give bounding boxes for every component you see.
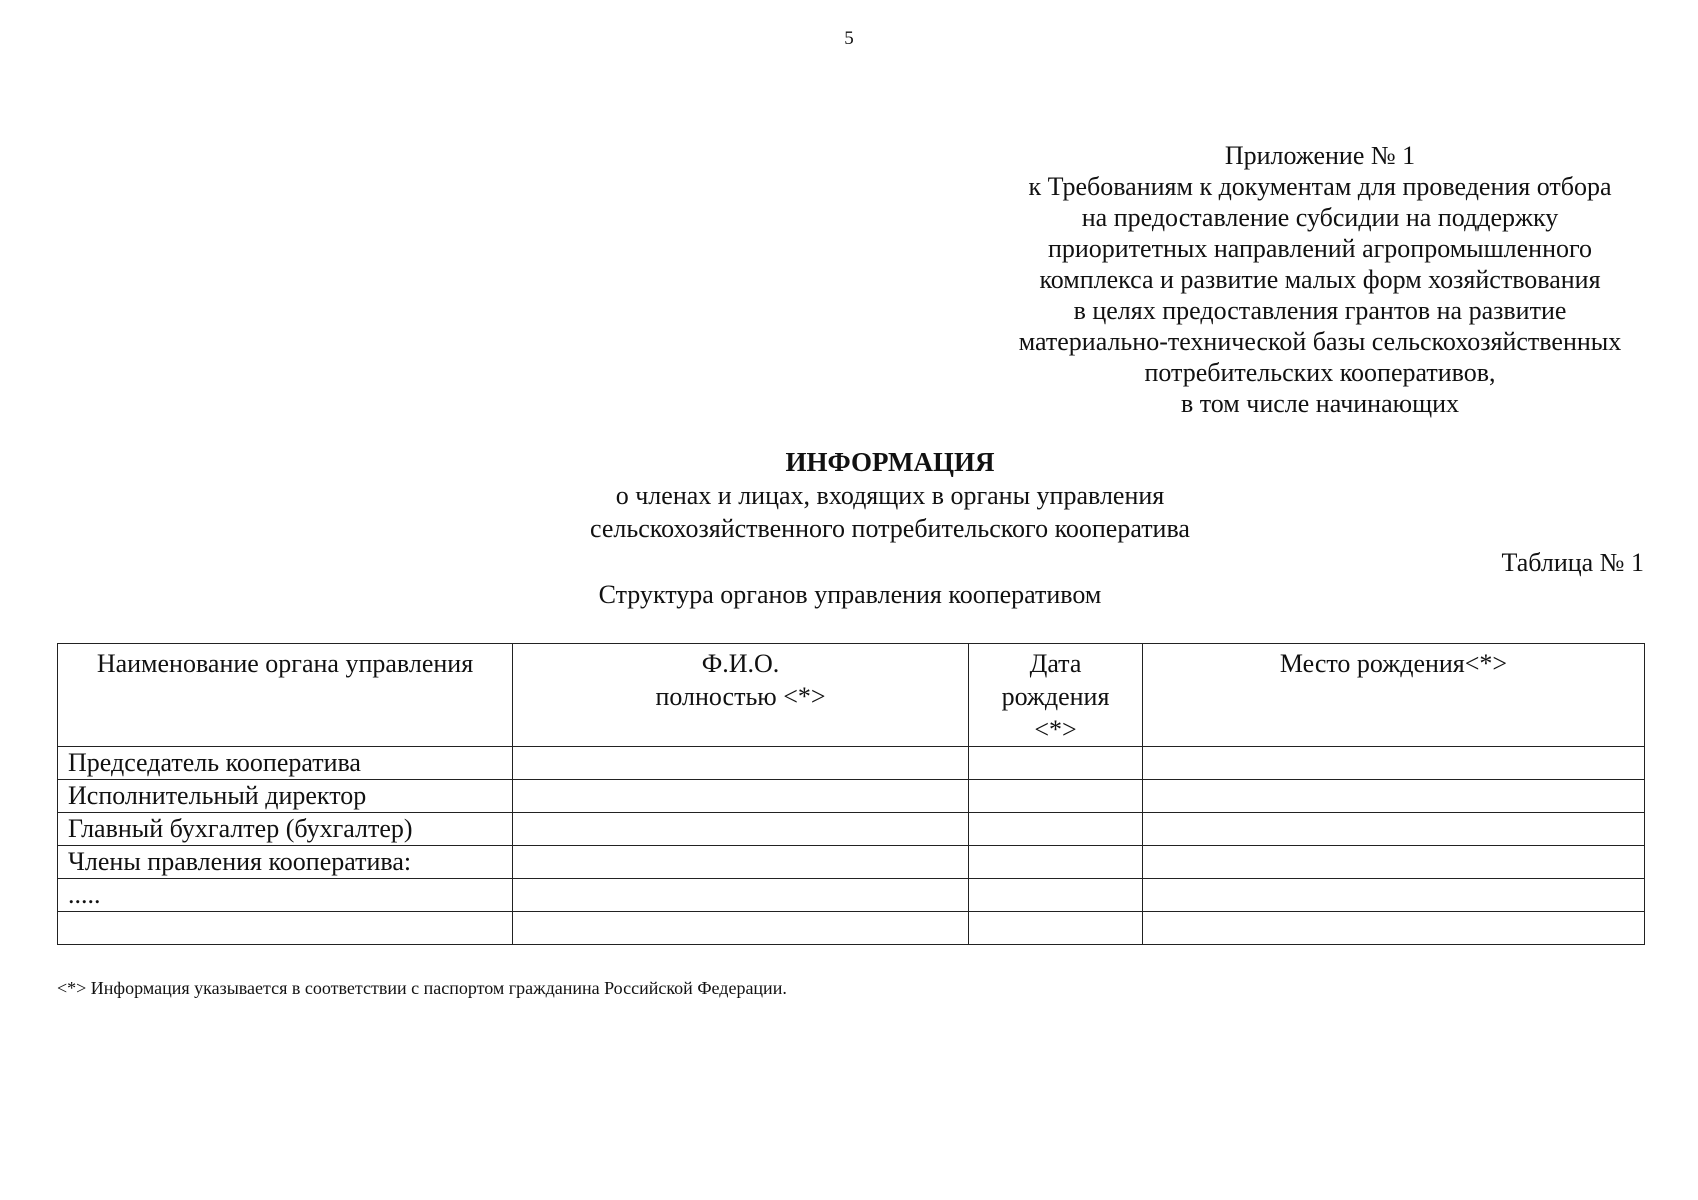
- annex-line: в целях предоставления грантов на развитие: [1073, 296, 1567, 325]
- document-title-block: [540, 446, 1240, 545]
- table-row: [58, 747, 1645, 780]
- cell-birth-date: [969, 912, 1143, 945]
- cell-birth-date: [969, 813, 1143, 846]
- header-birth-place: [1143, 644, 1645, 747]
- header-text: Наименование органа управления: [96, 649, 474, 678]
- table-row: [58, 912, 1645, 945]
- header-text: рождения: [1001, 682, 1110, 711]
- cell-governing-body: .....: [58, 879, 513, 912]
- cell-governing-body: Председатель кооператива: [58, 747, 513, 780]
- cell-birth-place: [1143, 747, 1645, 780]
- footnote: <*> Информация указывается в соответствии с паспортом гражданина Российской Федерации.: [57, 978, 787, 998]
- table-number: Таблица № 1: [1501, 548, 1644, 577]
- header-full-name: [513, 644, 969, 747]
- governance-structure-table: [57, 643, 1645, 945]
- cell-birth-place: [1143, 813, 1645, 846]
- cell-full-name: [513, 813, 969, 846]
- annex-line: к Требованиям к документам для проведения отбора: [1028, 172, 1612, 201]
- annex-line: Приложение № 1: [1224, 141, 1416, 170]
- cell-birth-place: [1143, 912, 1645, 945]
- annex-line: на предоставление субсидии на поддержку: [1081, 203, 1559, 232]
- header-birth-date: [969, 644, 1143, 747]
- cell-governing-body: [58, 912, 513, 945]
- annex-line: потребительских кооперативов,: [1144, 358, 1496, 387]
- cell-birth-date: [969, 879, 1143, 912]
- header-text: Ф.И.О.: [701, 649, 780, 678]
- table-header-row: [58, 644, 1645, 747]
- page-number: 5: [844, 28, 854, 49]
- cell-governing-body: Члены правления кооператива:: [58, 846, 513, 879]
- annex-reference: [980, 140, 1660, 419]
- document-title: ИНФОРМАЦИЯ: [785, 447, 995, 477]
- table-row: [58, 780, 1645, 813]
- cell-birth-date: [969, 780, 1143, 813]
- cell-full-name: [513, 846, 969, 879]
- annex-line: в том числе начинающих: [1180, 389, 1459, 418]
- annex-line: материально-технической базы сельскохозяйственных: [1018, 327, 1622, 356]
- table-row: [58, 813, 1645, 846]
- document-subtitle-line: о членах и лицах, входящих в органы управления: [615, 481, 1165, 510]
- cell-governing-body: Исполнительный директор: [58, 780, 513, 813]
- cell-governing-body: Главный бухгалтер (бухгалтер): [58, 813, 513, 846]
- table-row: [58, 879, 1645, 912]
- header-text: Дата: [1029, 649, 1082, 678]
- cell-birth-place: [1143, 846, 1645, 879]
- cell-birth-place: [1143, 879, 1645, 912]
- annex-line: приоритетных направлений агропромышленного: [1047, 234, 1593, 263]
- annex-line: комплекса и развитие малых форм хозяйствования: [1039, 265, 1601, 294]
- cell-birth-date: [969, 747, 1143, 780]
- cell-full-name: [513, 747, 969, 780]
- header-text: полностью <*>: [655, 682, 826, 711]
- header-governing-body: [58, 644, 513, 747]
- cell-full-name: [513, 879, 969, 912]
- document-subtitle-line: сельскохозяйственного потребительского кооператива: [590, 514, 1190, 543]
- cell-full-name: [513, 912, 969, 945]
- header-text: Место рождения<*>: [1279, 649, 1508, 678]
- cell-birth-place: [1143, 780, 1645, 813]
- table-caption: Структура органов управления кооперативом: [598, 580, 1102, 609]
- cell-birth-date: [969, 846, 1143, 879]
- table-row: [58, 846, 1645, 879]
- header-text: <*>: [1034, 715, 1077, 744]
- cell-full-name: [513, 780, 969, 813]
